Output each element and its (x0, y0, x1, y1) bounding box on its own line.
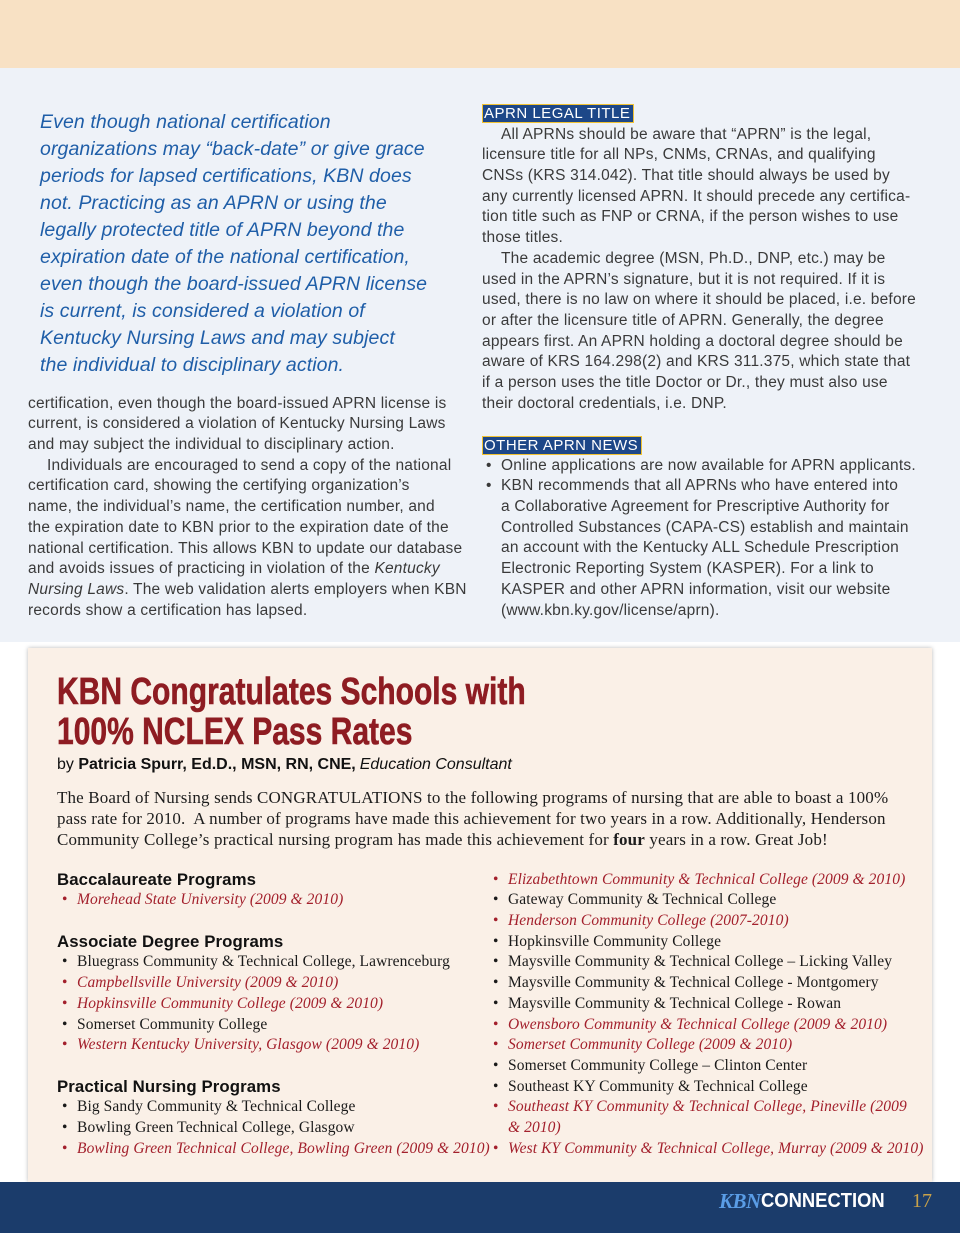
brand-kbn: KBN (719, 1189, 761, 1213)
bullet-item (57, 1015, 490, 1036)
bullet-item (488, 890, 923, 911)
program-list-left-column (57, 870, 490, 1160)
page-number: 17 (912, 1190, 932, 1212)
bullet-marker (486, 456, 492, 477)
bullet-marker (62, 890, 68, 911)
article-byline (57, 755, 512, 775)
article-title-line: KBN Congratulates Schools with (57, 671, 526, 713)
text-line: national certification. This allows KBN to update our database (28, 539, 463, 557)
bullet-item (482, 476, 916, 621)
aprn-legal-title-heading: APRN LEGAL TITLE (482, 104, 634, 123)
text-line: aware of KRS 164.298(2) and KRS 311.375, which state that (482, 353, 911, 371)
bullet-marker (493, 1015, 499, 1036)
text-line: and may subject the individual to disciplinary action. (28, 436, 395, 454)
nclex-article-box (28, 648, 932, 1182)
text-line: an account with the Kentucky ALL Schedule Prescription (501, 539, 899, 557)
text-line: is current, is considered a violation of (40, 300, 365, 323)
program-item-multi-year (488, 911, 923, 932)
text-line: a Collaborative Agreement for Prescriptive Authority for (501, 498, 890, 516)
program-list (57, 1097, 490, 1159)
article-title (57, 672, 650, 752)
bullet-marker (62, 952, 68, 973)
text-segment: and avoids issues of practicing in violation of the (28, 560, 375, 578)
text-line: The academic degree (MSN, Ph.D., DNP, etc.) may be (501, 249, 886, 267)
bold-text: four (613, 829, 645, 849)
paragraph (482, 249, 916, 415)
program-list (57, 890, 490, 911)
bullet-marker (486, 476, 492, 497)
program-group (57, 1077, 490, 1160)
text-segment: Community College’s practical nursing program has made this achievement for (57, 829, 614, 849)
byline-prefix: by (57, 756, 79, 773)
text-line (28, 580, 467, 601)
program-group (57, 870, 490, 911)
text-line: Hopkinsville Community College (2009 & 2010) (77, 994, 384, 1012)
text-line: appears first. An APRN holding a doctoral degree should be (482, 332, 903, 350)
italic-text: Nursing Laws (28, 580, 125, 598)
bullet-item (482, 456, 916, 477)
bullet-item (488, 1077, 923, 1098)
text-line: Maysville Community & Technical College - Montgomery (508, 974, 879, 992)
program-item-multi-year (488, 870, 923, 891)
text-line: Even though national certification (40, 110, 331, 133)
text-line: used, there is no law on where it should be placed, i.e. before (482, 291, 916, 309)
top-color-band (0, 0, 960, 68)
program-group-heading: Baccalaureate Programs (57, 869, 257, 889)
bullet-item (488, 994, 923, 1015)
text-line: legally protected title of APRN beyond the (40, 218, 405, 241)
text-line: certification card, showing the certifying organization’s (28, 477, 410, 495)
program-item-multi-year (57, 1139, 490, 1160)
program-group-heading: Practical Nursing Programs (57, 1076, 281, 1096)
bullet-item (57, 1118, 490, 1139)
program-list (57, 952, 490, 1056)
byline-role: Education Consultant (359, 756, 512, 773)
program-item-multi-year (57, 1035, 490, 1056)
text-line: Gateway Community & Technical College (508, 891, 777, 909)
text-line: the individual to disciplinary action. (40, 354, 345, 377)
text-line: KASPER and other APRN information, visit our website (501, 580, 891, 598)
text-line: Electronic Reporting System (KASPER). For a link to (501, 560, 874, 578)
bullet-marker (493, 890, 499, 911)
bullet-marker (493, 994, 499, 1015)
program-item-multi-year (488, 1015, 923, 1036)
text-line: Bowling Green Technical College, Bowling Green (2009 & 2010) (77, 1139, 490, 1157)
text-line: The Board of Nursing sends CONGRATULATIONS to the following programs of nursing that are able to boast a 100% (57, 787, 889, 807)
bullet-marker (493, 1077, 499, 1098)
paragraph (28, 394, 467, 456)
bullet-marker (493, 973, 499, 994)
bullet-marker (62, 1035, 68, 1056)
text-line: pass rate for 2010. A number of programs have made this achievement for two years in a row. Additionally, Henderson (57, 808, 886, 828)
text-line: Maysville Community & Technical College - Rowan (508, 994, 842, 1012)
text-line: certification, even though the board-issued APRN license is (28, 394, 447, 412)
text-line: CNSs (KRS 314.042). That title should always be used by (482, 167, 890, 184)
bullet-marker (62, 1015, 68, 1036)
program-item-multi-year (57, 890, 490, 911)
text-line: those titles. (482, 229, 564, 247)
text-line: used in the APRN’s signature, but it is not required. If it is (482, 270, 886, 288)
text-line: Morehead State University (2009 & 2010) (77, 891, 344, 909)
text-line: Somerset Community College – Clinton Center (508, 1056, 808, 1074)
left-column-body (28, 394, 467, 622)
paragraph (482, 125, 916, 249)
brand-connection: CONNECTION (760, 1190, 885, 1212)
text-line: Maysville Community & Technical College – Licking Valley (508, 953, 893, 971)
bullet-marker (493, 870, 499, 891)
text-line: Big Sandy Community & Technical College (77, 1098, 356, 1116)
text-line: Western Kentucky University, Glasgow (2009 & 2010) (77, 1036, 420, 1054)
text-line: Henderson Community College (2007-2010) (508, 912, 789, 930)
text-line: records show a certification has lapsed. (28, 601, 308, 619)
text-line: Somerset Community College (2009 & 2010) (508, 1036, 793, 1054)
program-item-multi-year (488, 1097, 923, 1138)
program-item-multi-year (488, 1139, 923, 1160)
bullet-marker (493, 952, 499, 973)
text-line: & 2010) (508, 1119, 561, 1137)
text-line (57, 829, 888, 850)
bullet-marker (62, 1097, 68, 1118)
text-line: Controlled Substances (CAPA-CS) establish and maintain (501, 518, 909, 536)
bullet-item (57, 952, 490, 973)
text-line: name, the individual’s name, the certification number, and (28, 498, 435, 516)
program-item-multi-year (57, 994, 490, 1015)
text-line: Bowling Green Technical College, Glasgow (77, 1119, 355, 1137)
text-line: Owensboro Community & Technical College (2009 & 2010) (508, 1015, 888, 1033)
text-line: KBN recommends that all APRNs who have entered into (501, 477, 899, 495)
program-item-multi-year (57, 973, 490, 994)
text-line: or after the licensure title of APRN. Generally, the degree (482, 311, 884, 329)
article-intro (57, 787, 888, 850)
text-line: (www.kbn.ky.gov/license/aprn). (501, 601, 720, 619)
bullet-item (488, 932, 923, 953)
program-item-multi-year (488, 1035, 923, 1056)
text-line: All APRNs should be aware that “APRN” is the legal, (501, 125, 872, 143)
text-line: licensure title for all NPs, CNMs, CRNAs, and qualifying (482, 146, 876, 164)
text-line: any currently licensed APRN. It should precede any certifica- (482, 187, 911, 205)
text-line: Somerset Community College (77, 1015, 268, 1033)
kbn-connection-logo (719, 1190, 895, 1212)
text-line: Online applications are now available for APRN applicants. (501, 456, 916, 474)
bullet-marker (493, 1056, 499, 1077)
bullet-marker (62, 1118, 68, 1139)
bullet-marker (493, 1097, 499, 1118)
byline-author: Patricia Spurr, Ed.D., MSN, RN, CNE, (78, 756, 356, 773)
bullet-marker (493, 932, 499, 953)
text-segment: years in a row. Great Job! (644, 829, 828, 849)
text-line: the expiration date to KBN prior to the expiration date of the (28, 518, 449, 536)
text-line: Bluegrass Community & Technical College, Lawrenceburg (77, 953, 450, 971)
text-line: their doctoral credentials, i.e. DNP. (482, 394, 727, 412)
text-line: tion title such as FNP or CRNA, if the person wishes to use (482, 208, 899, 226)
text-line: if a person uses the title Doctor or Dr., they must also use (482, 374, 888, 392)
text-line: Kentucky Nursing Laws and may subject (40, 327, 395, 350)
bullet-marker (62, 1139, 68, 1160)
program-group-heading: Associate Degree Programs (57, 931, 284, 951)
text-line: expiration date of the national certification, (40, 245, 410, 268)
program-group (57, 932, 490, 1056)
bullet-marker (493, 911, 499, 932)
text-line: Hopkinsville Community College (508, 932, 722, 950)
bullet-marker (493, 1035, 499, 1056)
text-line: periods for lapsed certifications, KBN does (40, 164, 412, 187)
other-aprn-news-list (482, 456, 916, 622)
text-line: even though the board-issued APRN license (40, 273, 428, 296)
text-line: organizations may “back-date” or give grace (40, 137, 425, 160)
article-title-line: 100% NCLEX Pass Rates (57, 711, 413, 753)
italic-text: Kentucky (374, 560, 440, 578)
page-footer (0, 1182, 960, 1233)
bullet-marker (493, 1139, 499, 1160)
bullet-marker (62, 973, 68, 994)
bullet-item (57, 1097, 490, 1118)
program-list-right-column (488, 870, 923, 1160)
bullet-item (488, 973, 923, 994)
aprn-legal-title-body (482, 125, 916, 415)
pull-quote (40, 109, 427, 380)
text-line: Southeast KY Community & Technical College, Pineville (2009 (508, 1098, 907, 1116)
other-aprn-news-heading: OTHER APRN NEWS (482, 436, 642, 455)
bullet-marker (62, 994, 68, 1015)
text-line: Individuals are encouraged to send a copy of the national (47, 456, 452, 474)
text-line: Elizabethtown Community & Technical College (2009 & 2010) (508, 870, 906, 888)
text-line: Southeast KY Community & Technical College (508, 1077, 808, 1095)
bullet-item (488, 952, 923, 973)
text-line: current, is considered a violation of Kentucky Nursing Laws (28, 415, 446, 433)
text-line: Campbellsville University (2009 & 2010) (77, 974, 339, 992)
text-segment: . The web validation alerts employers when KBN (124, 580, 467, 598)
text-line (28, 559, 467, 580)
paragraph (28, 456, 467, 622)
text-line: West KY Community & Technical College, Murray (2009 & 2010) (508, 1139, 924, 1157)
bullet-item (488, 1056, 923, 1077)
text-line: not. Practicing as an APRN or using the (40, 191, 387, 214)
